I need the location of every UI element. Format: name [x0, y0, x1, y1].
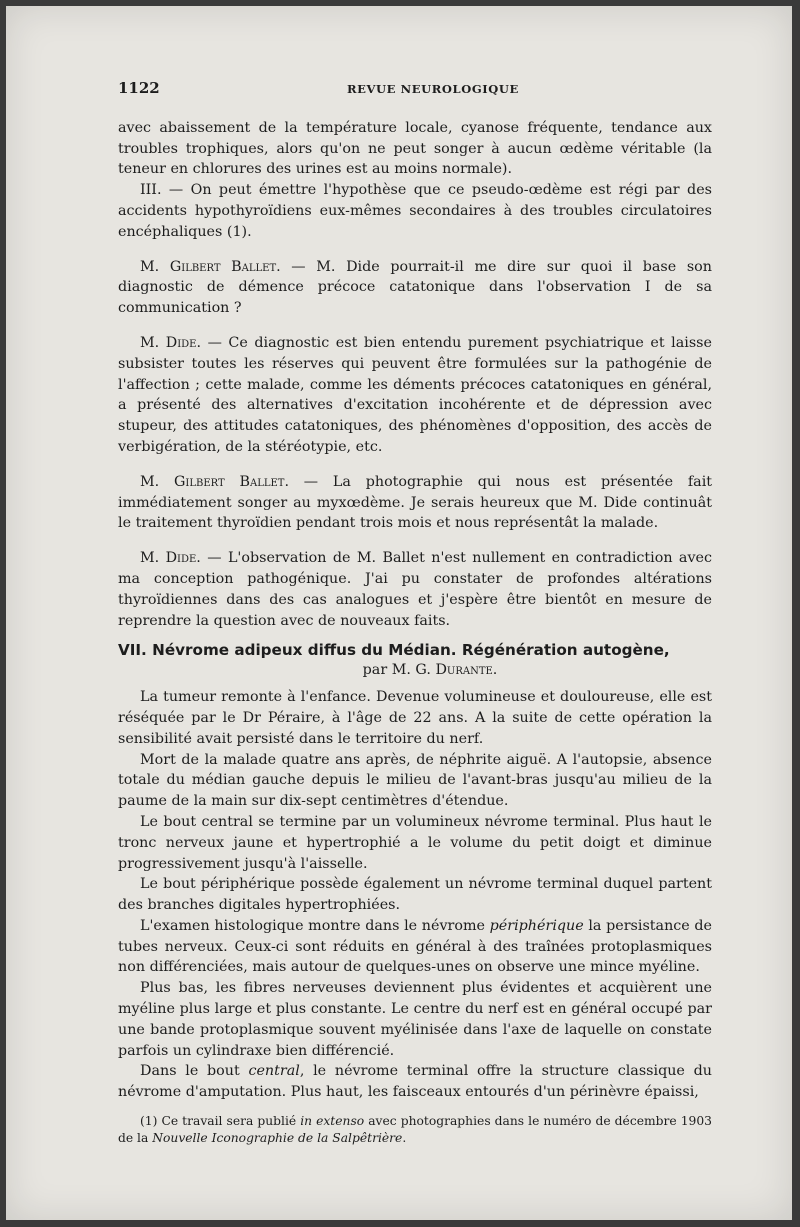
- footnote-emphasis: Nouvelle Iconographie de la Salpêtrière: [152, 1131, 403, 1146]
- document-page: [6, 6, 792, 1220]
- running-title: REVUE NEUROLOGIQUE: [347, 82, 519, 96]
- paragraph: [118, 1061, 712, 1103]
- speaker-name: M. Gilbert Ballet.: [140, 473, 289, 490]
- footnote-text: avec photographies dans le numéro de décembre 1903 de la: [118, 1114, 713, 1146]
- paragraph: [118, 916, 712, 978]
- section-title: VII. Névrome adipeux diffus du Médian. Régénération autogène,: [118, 641, 670, 660]
- page-content: [118, 78, 712, 1147]
- paragraph: Plus bas, les fibres nerveuses deviennent plus évidentes et acquièrent une myéline plus large et plus constante. Le centre du nerf est en général occupé par une bande protoplasmique souvent myélinisée dans l'axe de laquelle on constate parfois un cylindraxe bien différencié.: [118, 980, 712, 1059]
- emphasis: périphérique: [489, 917, 584, 934]
- footnote: [118, 1113, 712, 1147]
- speaker-text: — Ce diagnostic est bien entendu purement psychiatrique et laisse subsister toutes les réserves qui peuvent être formulées sur la pathogénie de l'affection ; cette malade, comme les déments précoces catatoniques en général, a présenté des alternatives d'excitation incohérente et de dépression avec stupeur, des attitudes catatoniques, des phénomènes d'opposition, des accès de verbigération, de la stéréotypie, etc.: [118, 334, 712, 455]
- text-run: Dans le bout: [140, 1063, 249, 1080]
- footnote-emphasis: in extenso: [300, 1114, 365, 1129]
- paragraph: La tumeur remonte à l'enfance. Devenue volumineuse et douloureuse, elle est réséquée par le Dr Péraire, à l'âge de 22 ans. A la suite de cette opération la sensibilité avait persisté dans le territoire du nerf.: [118, 689, 712, 747]
- text-run: la persistance de tubes nerveux. Ceux-ci sont réduits en général à des traînées protoplasmiques non différenciées, mais autour de quelques-unes on observe une mince myéline.: [118, 917, 713, 976]
- speaker-name: M. Gilbert Ballet.: [140, 258, 281, 275]
- paragraph: Le bout périphérique possède également un névrome terminal duquel partent des branches digitales hypertrophiées.: [118, 876, 712, 914]
- paragraph: avec abaissement de la température locale, cyanose fréquente, tendance aux troubles trophiques, alors qu'on ne peut songer à aucun œdème véritable (la teneur en chlorures des urines est au moins normale).: [118, 119, 712, 178]
- section-byline: [148, 660, 712, 681]
- speaker-name: M. Dide.: [140, 550, 201, 567]
- page-header: [118, 78, 712, 100]
- paragraph: Mort de la malade quatre ans après, de néphrite aiguë. A l'autopsie, absence totale du médian gauche depuis le milieu de l'avant-bras jusqu'au milieu de la paume de la main sur dix-sept centimètres d'étendue.: [118, 751, 712, 810]
- byline-prefix: par M. G.: [362, 662, 436, 679]
- author-name: Durante.: [435, 662, 498, 679]
- speaker-text: — M. Dide pourrait-il me dire sur quoi il base son diagnostic de démence précoce catatonique dans l'observation I de sa communication ?: [118, 258, 712, 317]
- discussion-paragraph: [118, 257, 712, 319]
- page-number: 1122: [118, 79, 160, 97]
- speaker-text: — La photographie qui nous est présentée fait immédiatement songer au myxœdème. Je serais heureux que M. Dide continuât le traitement thyroïdien pendant trois mois et nous représentât la malade.: [118, 473, 713, 532]
- text-run: L'examen histologique montre dans le névrome: [140, 917, 490, 934]
- speaker-name: M. Dide.: [140, 334, 202, 351]
- paragraph: Le bout central se termine par un volumineux névrome terminal. Plus haut le tronc nerveux jaune et hypertrophié a le volume du petit doigt et diminue progressivement jusqu'à l'aisselle.: [118, 813, 712, 872]
- discussion-paragraph: [118, 333, 712, 458]
- paragraph: III. — On peut émettre l'hypothèse que ce pseudo-œdème est régi par des accidents hypothyroïdiens eux-mêmes secondaires à des troubles circulatoires encéphaliques (1).: [118, 182, 712, 240]
- text-run: , le névrome terminal offre la structure classique du névrome d'amputation. Plus haut, les faisceaux entourés d'un périnèvre épaissi,: [118, 1063, 712, 1101]
- emphasis: central: [248, 1063, 300, 1080]
- footnote-text: .: [402, 1131, 407, 1146]
- speaker-text: — L'observation de M. Ballet n'est nullement en contradiction avec ma conception pathogénique. J'ai pu constater de profondes altérations thyroïdiennes dans des cas analogues et j'espère être bientôt en mesure de reprendre la question avec de nouveaux faits.: [118, 550, 712, 629]
- discussion-paragraph: [118, 548, 712, 631]
- footnote-text: (1) Ce travail sera publié: [140, 1114, 301, 1129]
- discussion-paragraph: [118, 472, 712, 534]
